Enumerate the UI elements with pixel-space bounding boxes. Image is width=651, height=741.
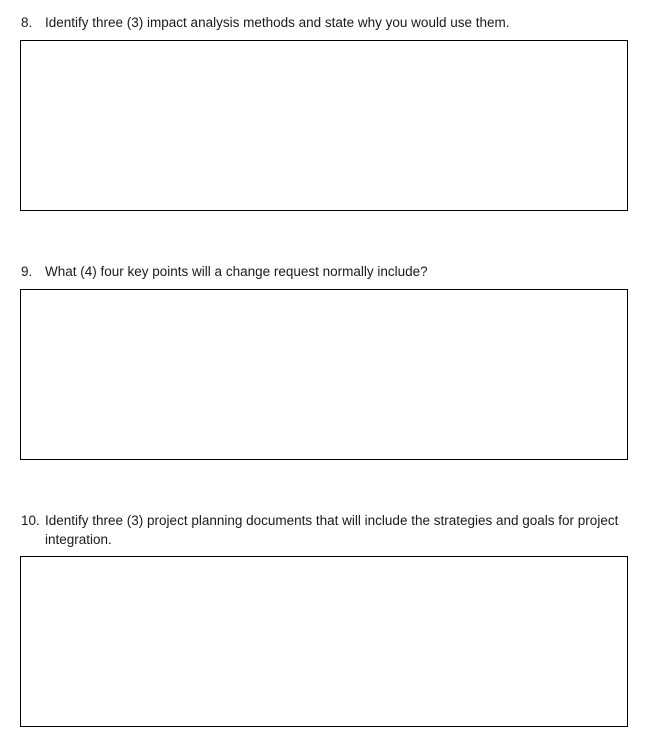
question-10 xyxy=(21,511,620,549)
answer-box-10[interactable] xyxy=(20,556,628,727)
question-number: 10. xyxy=(21,513,40,528)
question-text: Identify three (3) impact analysis methods and state why you would use them. xyxy=(45,15,510,30)
answer-box-9[interactable] xyxy=(20,289,628,460)
answer-box-8[interactable] xyxy=(20,40,628,211)
question-8 xyxy=(21,13,620,32)
question-text: Identify three (3) project planning documents that will include the strategies and goals for project integration. xyxy=(45,513,619,547)
question-text: What (4) four key points will a change request normally include? xyxy=(45,264,428,279)
question-number: 9. xyxy=(21,264,33,279)
question-9 xyxy=(21,262,620,281)
question-number: 8. xyxy=(21,15,33,30)
